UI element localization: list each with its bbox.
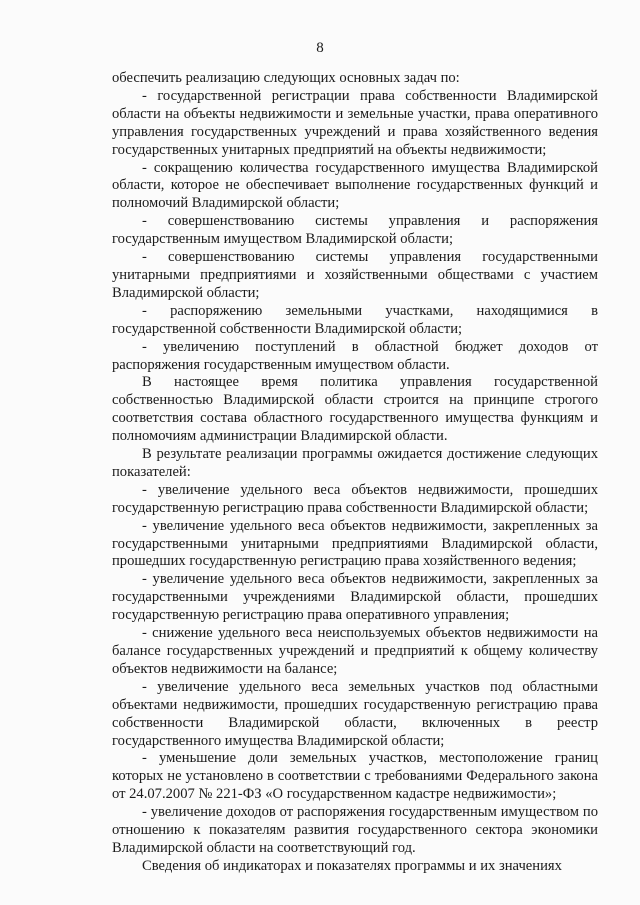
paragraph: - увеличению поступлений в областной бюджет доходов от распоряжения государственным имуществом области. (112, 338, 598, 373)
paragraph: Сведения об индикаторах и показателях программы и их значениях (142, 857, 562, 874)
page-number: 8 (316, 40, 324, 56)
paragraph: - увеличение удельного веса объектов недвижимости, закрепленных за государственными учреждениями Владимирской области, прошедших государственную регистрацию права оперативного управления; (112, 571, 598, 624)
paragraph: - распоряжению земельными участками, находящимися в государственной собственности Владимирской области; (112, 302, 598, 337)
paragraph: В результате реализации программы ожидается достижение следующих показателей: (112, 446, 598, 480)
paragraph: В настоящее время политика управления государственной собственностью Владимирской области строится на принципе строгого соответствия состава областного государственного имущества функциям и полномочиям администрации Владимирской области. (112, 374, 598, 445)
paragraph: - государственной регистрации права собственности Владимирской области на объекты недвижимости и земельные участки, права оперативного управления государственных учреждений и права хозяйственного ведения государственных унитарных предприятий на объекты недвижимости; (112, 87, 598, 158)
paragraph: - увеличение удельного веса объектов недвижимости, закрепленных за государственными унитарными предприятиями Владимирской области, прошедших государственную регистрацию права хозяйственного ведения; (112, 517, 598, 570)
paragraph: - снижение удельного веса неиспользуемых объектов недвижимости на балансе государственных учреждений и предприятий к общему количеству объектов недвижимости на балансе; (112, 625, 598, 677)
paragraph: - совершенствованию системы управления и распоряжения государственным имуществом Владимирской области; (112, 213, 598, 248)
paragraph: - сокращению количества государственного имущества Владимирской области, которое не обеспечивает выполнение государственных функций и полномочий Владимирской области; (112, 159, 598, 212)
paragraph: - увеличение удельного веса земельных участков под областными объектами недвижимости, прошедших государственную регистрацию права собственности Владимирской области, включенных в реестр государственного имущества Владимирской области; (112, 678, 598, 749)
paragraph: - увеличение доходов от распоряжения государственным имуществом по отношению к показателям развития государственного сектора экономики Владимирской области на соответствующий год. (112, 804, 598, 856)
paragraph: обеспечить реализацию следующих основных задач по: (112, 70, 460, 86)
document-body (112, 70, 598, 876)
paragraph: - увеличение удельного веса объектов недвижимости, прошедших государственную регистрацию права собственности Владимирской области; (112, 481, 598, 516)
paragraph: - совершенствованию системы управления государственными унитарными предприятиями и хозяйственными обществами с участием Владимирской области; (112, 249, 598, 301)
paragraph: - уменьшение доли земельных участков, местоположение границ которых не установлено в соответствии с требованиями Федерального закона от 24.07.2007 № 221-ФЗ «О государственном кадастре недвижимости»; (112, 750, 598, 803)
